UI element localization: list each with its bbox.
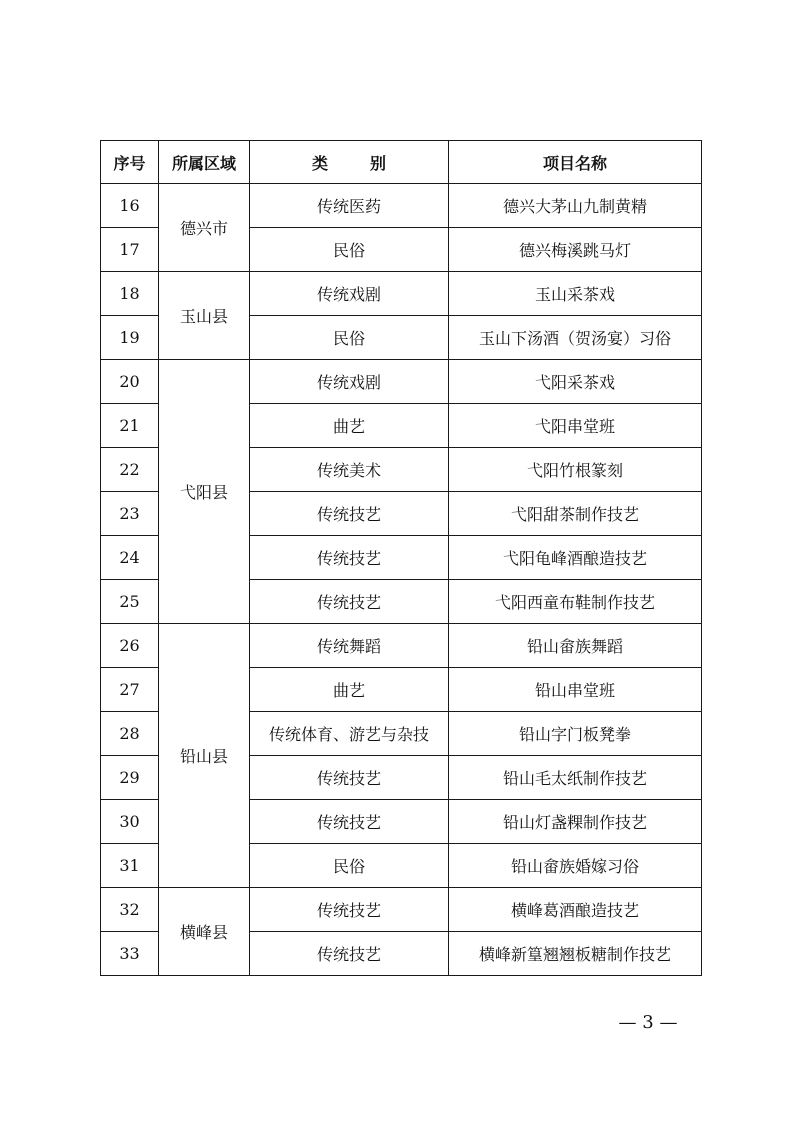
project-name-cell: 弋阳西童布鞋制作技艺 xyxy=(449,580,702,624)
category-cell: 传统技艺 xyxy=(250,492,449,536)
header-serial-number: 序号 xyxy=(101,141,159,184)
project-name-cell: 横峰葛酒酿造技艺 xyxy=(449,888,702,932)
category-cell: 传统技艺 xyxy=(250,932,449,976)
project-name-cell: 弋阳串堂班 xyxy=(449,404,702,448)
project-name-cell: 弋阳龟峰酒酿造技艺 xyxy=(449,536,702,580)
serial-number-cell: 19 xyxy=(101,316,159,360)
serial-number-cell: 20 xyxy=(101,360,159,404)
table-row xyxy=(101,184,702,228)
serial-number-cell: 17 xyxy=(101,228,159,272)
header-category-left: 类 xyxy=(311,153,328,173)
serial-number-cell: 32 xyxy=(101,888,159,932)
serial-number-cell: 31 xyxy=(101,844,159,888)
project-name-cell: 铅山灯盏粿制作技艺 xyxy=(449,800,702,844)
serial-number-cell: 26 xyxy=(101,624,159,668)
project-name-cell: 横峰新篁翘翘板糖制作技艺 xyxy=(449,932,702,976)
category-cell: 民俗 xyxy=(250,844,449,888)
project-name-cell: 铅山畲族舞蹈 xyxy=(449,624,702,668)
region-cell: 弋阳县 xyxy=(159,360,250,624)
region-cell: 德兴市 xyxy=(159,184,250,272)
category-cell: 传统技艺 xyxy=(250,756,449,800)
serial-number-cell: 21 xyxy=(101,404,159,448)
project-name-cell: 德兴大茅山九制黄精 xyxy=(449,184,702,228)
project-name-cell: 玉山下汤酒（贺汤宴）习俗 xyxy=(449,316,702,360)
header-region: 所属区域 xyxy=(159,141,250,184)
region-cell: 铅山县 xyxy=(159,624,250,888)
category-cell: 曲艺 xyxy=(250,668,449,712)
header-category xyxy=(250,141,449,184)
serial-number-cell: 16 xyxy=(101,184,159,228)
category-cell: 传统技艺 xyxy=(250,536,449,580)
region-cell: 横峰县 xyxy=(159,888,250,976)
serial-number-cell: 24 xyxy=(101,536,159,580)
category-cell: 传统戏剧 xyxy=(250,272,449,316)
heritage-project-table xyxy=(100,140,702,976)
category-cell: 传统技艺 xyxy=(250,800,449,844)
header-project-name: 项目名称 xyxy=(449,141,702,184)
serial-number-cell: 25 xyxy=(101,580,159,624)
table-row xyxy=(101,624,702,668)
table-row xyxy=(101,888,702,932)
project-name-cell: 弋阳竹根篆刻 xyxy=(449,448,702,492)
project-name-cell: 铅山串堂班 xyxy=(449,668,702,712)
table-header-row xyxy=(101,141,702,184)
category-cell: 传统戏剧 xyxy=(250,360,449,404)
category-cell: 民俗 xyxy=(250,316,449,360)
project-name-cell: 德兴梅溪跳马灯 xyxy=(449,228,702,272)
category-cell: 传统医药 xyxy=(250,184,449,228)
category-cell: 传统体育、游艺与杂技 xyxy=(250,712,449,756)
serial-number-cell: 30 xyxy=(101,800,159,844)
serial-number-cell: 29 xyxy=(101,756,159,800)
serial-number-cell: 23 xyxy=(101,492,159,536)
category-cell: 曲艺 xyxy=(250,404,449,448)
category-cell: 传统技艺 xyxy=(250,888,449,932)
header-category-right: 别 xyxy=(370,153,387,173)
project-name-cell: 铅山字门板凳拳 xyxy=(449,712,702,756)
serial-number-cell: 27 xyxy=(101,668,159,712)
project-name-cell: 弋阳甜茶制作技艺 xyxy=(449,492,702,536)
serial-number-cell: 22 xyxy=(101,448,159,492)
serial-number-cell: 18 xyxy=(101,272,159,316)
category-cell: 民俗 xyxy=(250,228,449,272)
page-number: — 3 — xyxy=(618,1012,678,1033)
project-name-cell: 铅山畲族婚嫁习俗 xyxy=(449,844,702,888)
project-name-cell: 玉山采茶戏 xyxy=(449,272,702,316)
project-name-cell: 弋阳采茶戏 xyxy=(449,360,702,404)
category-cell: 传统美术 xyxy=(250,448,449,492)
table-row xyxy=(101,360,702,404)
project-name-cell: 铅山毛太纸制作技艺 xyxy=(449,756,702,800)
region-cell: 玉山县 xyxy=(159,272,250,360)
serial-number-cell: 33 xyxy=(101,932,159,976)
category-cell: 传统舞蹈 xyxy=(250,624,449,668)
table-body xyxy=(101,184,702,976)
serial-number-cell: 28 xyxy=(101,712,159,756)
table-row xyxy=(101,272,702,316)
category-cell: 传统技艺 xyxy=(250,580,449,624)
